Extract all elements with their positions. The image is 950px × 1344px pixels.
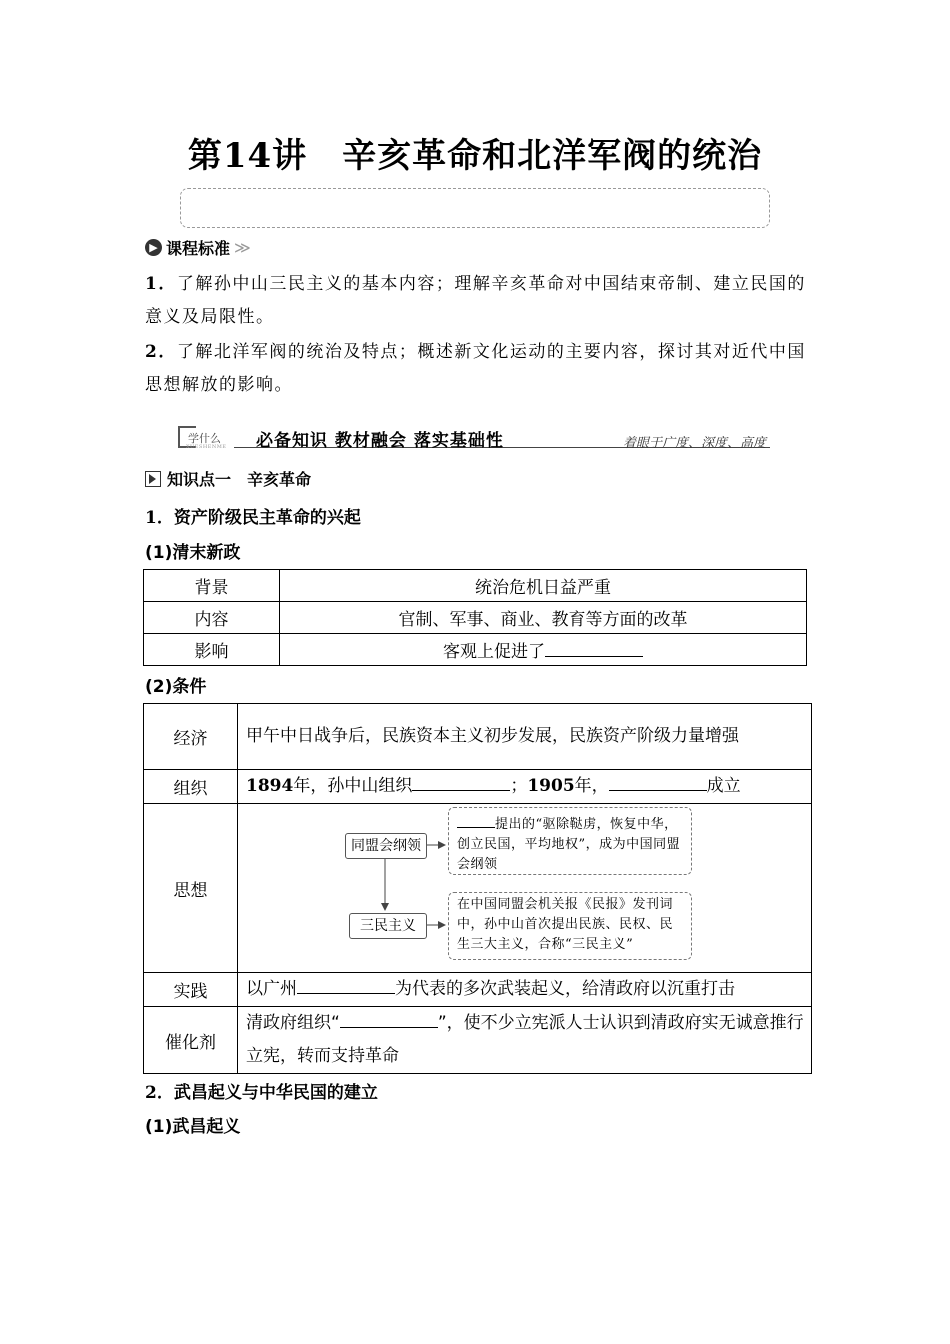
fill-blank[interactable] <box>297 976 395 994</box>
page-title: 第14讲 辛亥革命和北洋军阀的统治 <box>187 136 763 176</box>
play-box-icon <box>145 471 161 487</box>
row-label: 背景 <box>144 570 280 602</box>
row-label: 组织 <box>144 770 238 804</box>
standard-item-text: 了解孙中山三民主义的基本内容；理解辛亥革命对中国结束帝制、建立民国的意义及局限性。 <box>145 274 806 327</box>
row-value: 官制、军事、商业、教育等方面的改革 <box>280 602 807 634</box>
course-standard-label: 课程标准 <box>166 238 231 258</box>
row-value: 客观上促进了 <box>280 634 807 666</box>
node-three-principles: 三民主义 <box>349 913 427 939</box>
section-1-heading: 1．资产阶级民主革命的兴起 <box>145 508 361 528</box>
row-label: 内容 <box>144 602 280 634</box>
circle-arrow-icon: ▶ <box>145 239 162 256</box>
row-value: 以广州 为代表的多次武装起义，给清政府以沉重打击 <box>238 973 812 1007</box>
fill-blank[interactable] <box>340 1010 438 1028</box>
dashed-placeholder-box <box>180 188 770 228</box>
banner-title: 必备知识 教材融会 落实基础性 <box>256 431 504 451</box>
row-label: 经济 <box>144 704 238 770</box>
double-chevron-icon: ≫ <box>234 237 251 257</box>
banner-slogan: 着眼于广度、深度、高度 <box>622 436 766 451</box>
table-row <box>144 570 807 602</box>
row-value: 统治危机日益严重 <box>280 570 807 602</box>
note-box-three-principles: 在中国同盟会机关报《民报》发刊词中，孙中山首次提出民族、民权、民生三大主义，合称“三民主义” <box>448 892 692 960</box>
section-banner <box>178 424 770 454</box>
thought-diagram <box>238 804 811 972</box>
note-box-program: 提出的“驱除鞑虏，恢复中华，创立民国，平均地权”，成为中国同盟会纲领 <box>448 807 692 875</box>
qing-reform-table <box>143 569 807 666</box>
table-row <box>144 602 807 634</box>
xueshenme-logo: 学什么 XUESHENME <box>178 424 234 450</box>
fill-blank[interactable] <box>609 773 707 791</box>
standard-item-text: 了解北洋军阀的统治及特点；概述新文化运动的主要内容，探讨其对近代中国思想解放的影响。 <box>145 342 806 395</box>
subsection-heading: (1)武昌起义 <box>145 1117 241 1137</box>
fill-blank[interactable] <box>457 810 495 828</box>
section-2-heading: 2．武昌起义与中华民国的建立 <box>145 1083 378 1103</box>
standard-item-2 <box>145 336 810 402</box>
subsection-heading: (1)清末新政 <box>145 543 241 563</box>
subsection-heading: (2)条件 <box>145 677 207 697</box>
standard-item-number: 1． <box>145 274 177 294</box>
fill-blank[interactable] <box>545 639 643 657</box>
row-value: 甲午中日战争后，民族资本主义初步发展，民族资产阶级力量增强 <box>238 704 812 770</box>
table-row <box>144 704 812 770</box>
row-label: 思想 <box>144 804 238 973</box>
knowledge-point-label: 知识点一 辛亥革命 <box>167 470 312 489</box>
table-row <box>144 804 812 973</box>
standard-item-1 <box>145 268 810 334</box>
conditions-table <box>143 703 812 1074</box>
row-value: 清政府组织“ ”，使不少立宪派人士认识到清政府实无诚意推行立宪，转而支持革命 <box>238 1007 812 1074</box>
node-tongmenghui-program: 同盟会纲领 <box>345 833 427 859</box>
knowledge-point-heading <box>145 467 311 490</box>
course-standard-heading <box>145 236 251 258</box>
row-label: 实践 <box>144 973 238 1007</box>
table-row <box>144 1007 812 1074</box>
standard-item-number: 2． <box>145 342 177 362</box>
table-row <box>144 973 812 1007</box>
row-value <box>238 804 812 973</box>
row-label: 催化剂 <box>144 1007 238 1074</box>
fill-blank[interactable] <box>412 773 510 791</box>
row-value: 1894年，孙中山组织 ；1905年， 成立 <box>238 770 812 804</box>
row-label: 影响 <box>144 634 280 666</box>
table-row <box>144 770 812 804</box>
table-row <box>144 634 807 666</box>
